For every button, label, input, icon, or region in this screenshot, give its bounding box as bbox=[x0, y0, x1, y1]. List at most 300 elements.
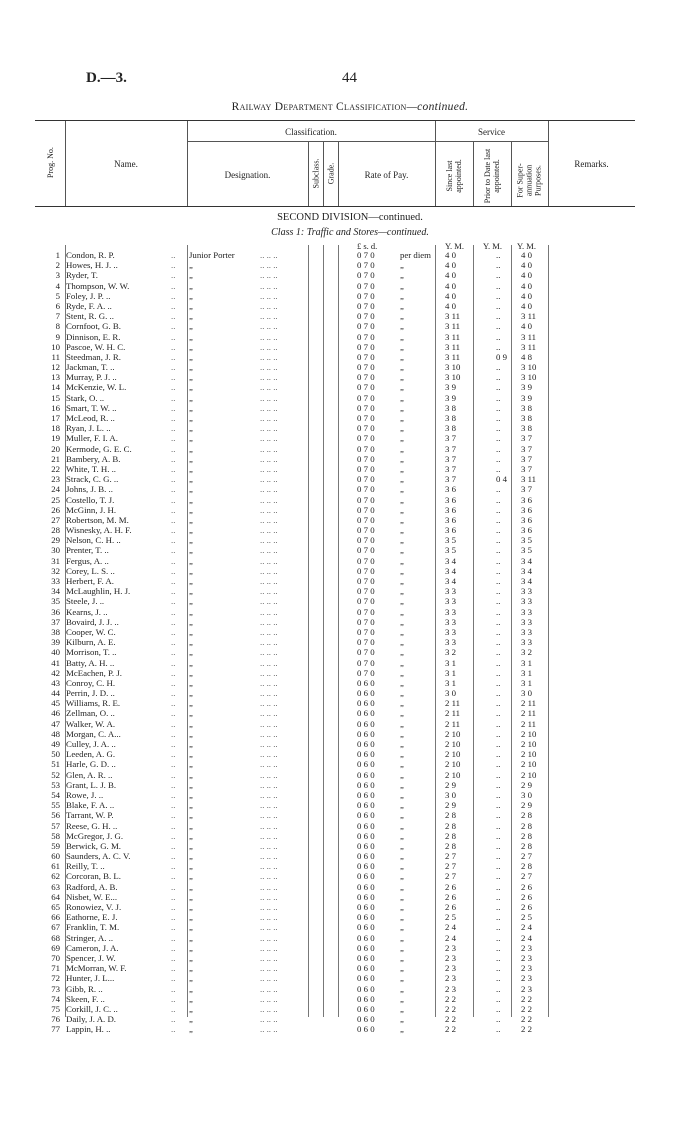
row-prior-service: .. bbox=[496, 586, 501, 597]
row-number: 25 bbox=[51, 494, 60, 505]
row-superannuation: 2 10 bbox=[521, 728, 537, 739]
leader-dots: .. bbox=[171, 331, 176, 342]
leader-dots: .. .. .. bbox=[260, 443, 278, 454]
leader-dots: .. bbox=[171, 840, 176, 851]
row-designation: „ bbox=[189, 606, 193, 617]
row-prior-service: .. bbox=[496, 545, 501, 556]
row-name: Prenter, T. .. bbox=[66, 545, 109, 556]
row-number: 10 bbox=[51, 341, 60, 352]
row-rate: 0 7 0 bbox=[357, 392, 375, 403]
table-row bbox=[35, 810, 635, 820]
row-superannuation: 2 4 bbox=[521, 932, 532, 943]
row-number: 15 bbox=[51, 392, 60, 403]
row-rate-unit: „ bbox=[400, 637, 404, 648]
row-designation: „ bbox=[189, 463, 193, 474]
table-row bbox=[35, 260, 635, 270]
leader-dots: .. bbox=[171, 576, 176, 586]
leader-dots: .. .. .. bbox=[260, 728, 278, 739]
row-rate: 0 7 0 bbox=[357, 260, 375, 271]
table-row bbox=[35, 525, 635, 535]
row-since-appointed: 3 0 bbox=[445, 789, 456, 800]
row-superannuation: 3 1 bbox=[521, 667, 532, 678]
row-designation: „ bbox=[189, 443, 193, 454]
row-rate-unit: „ bbox=[400, 952, 404, 963]
table-row bbox=[35, 382, 635, 392]
row-rate: 0 6 0 bbox=[357, 881, 375, 892]
row-designation: „ bbox=[189, 963, 193, 974]
row-rate: 0 6 0 bbox=[357, 728, 375, 739]
row-rate-unit: „ bbox=[400, 474, 404, 485]
row-rate: 0 7 0 bbox=[357, 545, 375, 556]
row-designation: „ bbox=[189, 891, 193, 902]
leader-dots: .. .. .. bbox=[260, 280, 278, 291]
table-body bbox=[35, 250, 635, 1034]
row-since-appointed: 3 6 bbox=[445, 525, 456, 536]
row-rate: 0 6 0 bbox=[357, 779, 375, 790]
row-since-appointed: 2 3 bbox=[445, 963, 456, 974]
leader-dots: .. bbox=[171, 616, 176, 627]
row-rate-unit: „ bbox=[400, 402, 404, 413]
table-row bbox=[35, 708, 635, 718]
leader-dots: .. .. .. bbox=[260, 871, 278, 882]
row-name: Kearns, J. .. bbox=[66, 606, 108, 617]
row-prior-service: .. bbox=[496, 667, 501, 678]
row-name: McEachen, P. J. bbox=[66, 667, 122, 678]
row-since-appointed: 3 11 bbox=[445, 321, 461, 332]
row-prior-service: .. bbox=[496, 402, 501, 413]
row-name: Johns, J. B. .. bbox=[66, 484, 113, 495]
leader-dots: .. .. .. bbox=[260, 555, 278, 566]
row-name: Zellman, O. .. bbox=[66, 708, 115, 719]
row-prior-service: .. bbox=[496, 810, 501, 821]
col-classification: Classification. bbox=[285, 127, 337, 137]
table-row bbox=[35, 698, 635, 708]
row-prior-service: .. bbox=[496, 280, 501, 291]
table-row bbox=[35, 301, 635, 311]
row-rate: 0 7 0 bbox=[357, 372, 375, 383]
row-rate: 0 7 0 bbox=[357, 280, 375, 291]
row-name: Stark, O. .. bbox=[66, 392, 105, 403]
row-designation: „ bbox=[189, 657, 193, 668]
row-name: Nelson, C. H. .. bbox=[66, 535, 121, 546]
row-since-appointed: 4 0 bbox=[445, 300, 456, 311]
row-since-appointed: 3 9 bbox=[445, 392, 456, 403]
leader-dots: .. bbox=[171, 973, 176, 984]
leader-dots: .. .. .. bbox=[260, 891, 278, 902]
row-rate-unit: „ bbox=[400, 341, 404, 352]
row-prior-service: .. bbox=[496, 851, 501, 862]
row-rate-unit: „ bbox=[400, 606, 404, 617]
row-rate-unit: „ bbox=[400, 647, 404, 658]
row-rate: 0 6 0 bbox=[357, 1003, 375, 1014]
row-superannuation: 4 0 bbox=[521, 280, 532, 291]
row-superannuation: 2 8 bbox=[521, 810, 532, 821]
row-superannuation: 3 7 bbox=[521, 443, 532, 454]
row-name: McKenzie, W. L. bbox=[66, 382, 127, 393]
table-row bbox=[35, 729, 635, 739]
row-designation: „ bbox=[189, 504, 193, 515]
row-designation: „ bbox=[189, 840, 193, 851]
row-since-appointed: 3 6 bbox=[445, 504, 456, 515]
row-rate-unit: „ bbox=[400, 922, 404, 933]
row-rate-unit: „ bbox=[400, 494, 404, 505]
row-name: Ryde, F. A. .. bbox=[66, 300, 112, 311]
leader-dots: .. bbox=[171, 698, 176, 709]
row-number: 48 bbox=[51, 728, 60, 739]
row-rate-unit: „ bbox=[400, 779, 404, 790]
row-number: 22 bbox=[51, 463, 60, 474]
row-prior-service: .. bbox=[496, 942, 501, 953]
row-since-appointed: 2 9 bbox=[445, 779, 456, 790]
row-number: 5 bbox=[55, 290, 60, 301]
table-row bbox=[35, 953, 635, 963]
row-rate-unit: „ bbox=[400, 413, 404, 423]
row-rate: 0 7 0 bbox=[357, 433, 375, 444]
row-rate: 0 6 0 bbox=[357, 840, 375, 851]
row-rate: 0 6 0 bbox=[357, 973, 375, 984]
col-grade: Grade. bbox=[326, 162, 336, 185]
leader-dots: .. .. .. bbox=[260, 1014, 278, 1025]
row-prior-service: .. bbox=[496, 514, 501, 525]
row-since-appointed: 2 10 bbox=[445, 769, 461, 780]
leader-dots: .. bbox=[171, 759, 176, 770]
row-name: McLaughlin, H. J. bbox=[66, 586, 131, 597]
row-rate: 0 6 0 bbox=[357, 810, 375, 821]
row-superannuation: 2 8 bbox=[521, 861, 532, 872]
row-number: 41 bbox=[51, 657, 60, 668]
row-name: Morrison, T. .. bbox=[66, 647, 117, 658]
leader-dots: .. .. .. bbox=[260, 912, 278, 923]
row-since-appointed: 3 3 bbox=[445, 596, 456, 607]
row-since-appointed: 2 10 bbox=[445, 749, 461, 760]
row-rate-unit: „ bbox=[400, 1014, 404, 1025]
leader-dots: .. .. .. bbox=[260, 290, 278, 301]
leader-dots: .. bbox=[171, 504, 176, 515]
table-row bbox=[35, 484, 635, 494]
row-superannuation: 2 2 bbox=[521, 1003, 532, 1014]
row-rate: 0 7 0 bbox=[357, 270, 375, 281]
leader-dots: .. bbox=[171, 474, 176, 485]
row-since-appointed: 2 3 bbox=[445, 983, 456, 994]
row-name: Reilly, T. .. bbox=[66, 861, 105, 872]
leader-dots: .. bbox=[171, 1003, 176, 1014]
row-number: 69 bbox=[51, 942, 60, 953]
row-number: 64 bbox=[51, 891, 60, 902]
table-row bbox=[35, 647, 635, 657]
row-rate: 0 7 0 bbox=[357, 637, 375, 648]
row-number: 19 bbox=[51, 433, 60, 444]
row-designation: „ bbox=[189, 494, 193, 505]
leader-dots: .. bbox=[171, 637, 176, 648]
row-superannuation: 2 9 bbox=[521, 800, 532, 811]
row-name: Daily, J. A. D. bbox=[66, 1014, 117, 1025]
row-number: 14 bbox=[51, 382, 60, 393]
row-prior-service: .. bbox=[496, 708, 501, 719]
row-designation: „ bbox=[189, 800, 193, 811]
leader-dots: .. .. .. bbox=[260, 260, 278, 271]
row-since-appointed: 3 6 bbox=[445, 484, 456, 495]
table-row bbox=[35, 637, 635, 647]
row-rate-unit: „ bbox=[400, 769, 404, 780]
row-prior-service: .. bbox=[496, 871, 501, 882]
row-designation: „ bbox=[189, 545, 193, 556]
row-designation: „ bbox=[189, 983, 193, 994]
table-row bbox=[35, 566, 635, 576]
row-superannuation: 2 11 bbox=[521, 708, 537, 719]
row-number: 74 bbox=[51, 993, 60, 1004]
row-designation: „ bbox=[189, 861, 193, 872]
row-designation: „ bbox=[189, 902, 193, 912]
row-rate: 0 7 0 bbox=[357, 413, 375, 423]
row-prior-service: .. bbox=[496, 525, 501, 536]
row-designation: „ bbox=[189, 932, 193, 943]
row-number: 1 bbox=[55, 250, 60, 260]
row-rate: 0 6 0 bbox=[357, 891, 375, 902]
row-prior-service: 0 9 bbox=[496, 351, 507, 362]
table-row bbox=[35, 433, 635, 443]
row-number: 6 bbox=[55, 300, 60, 311]
row-since-appointed: 3 11 bbox=[445, 351, 461, 362]
row-designation: „ bbox=[189, 514, 193, 525]
row-superannuation: 2 8 bbox=[521, 820, 532, 831]
leader-dots: .. bbox=[171, 433, 176, 444]
table-row bbox=[35, 973, 635, 983]
row-name: Hunter, J. L... bbox=[66, 973, 115, 984]
table-row bbox=[35, 719, 635, 729]
row-designation: „ bbox=[189, 555, 193, 566]
table-row bbox=[35, 770, 635, 780]
row-name: Cameron, J. A. bbox=[66, 942, 119, 953]
row-name: Walker, W. A. bbox=[66, 718, 116, 729]
row-prior-service: .. bbox=[496, 881, 501, 892]
row-prior-service: .. bbox=[496, 270, 501, 281]
row-designation: „ bbox=[189, 871, 193, 882]
row-number: 71 bbox=[51, 963, 60, 974]
row-rate: 0 7 0 bbox=[357, 504, 375, 515]
row-superannuation: 2 6 bbox=[521, 902, 532, 912]
row-rate-unit: „ bbox=[400, 759, 404, 770]
row-since-appointed: 3 5 bbox=[445, 535, 456, 546]
row-designation: „ bbox=[189, 362, 193, 373]
row-name: Thompson, W. W. bbox=[66, 280, 130, 291]
row-since-appointed: 2 3 bbox=[445, 942, 456, 953]
row-name: Bambery, A. B. bbox=[66, 453, 121, 464]
row-prior-service: .. bbox=[496, 728, 501, 739]
row-prior-service: .. bbox=[496, 423, 501, 434]
leader-dots: .. bbox=[171, 555, 176, 566]
row-rate-unit: „ bbox=[400, 362, 404, 373]
leader-dots: .. .. .. bbox=[260, 413, 278, 423]
leader-dots: .. .. .. bbox=[260, 372, 278, 383]
leader-dots: .. .. .. bbox=[260, 993, 278, 1004]
row-number: 57 bbox=[51, 820, 60, 831]
leader-dots: .. bbox=[171, 810, 176, 821]
row-rate: 0 7 0 bbox=[357, 290, 375, 301]
table-row bbox=[35, 749, 635, 759]
row-designation: „ bbox=[189, 881, 193, 892]
row-rate-unit: „ bbox=[400, 810, 404, 821]
row-number: 73 bbox=[51, 983, 60, 994]
col-prog-no: Prog. No. bbox=[46, 147, 55, 178]
row-number: 43 bbox=[51, 677, 60, 688]
row-prior-service: .. bbox=[496, 413, 501, 423]
row-superannuation: 4 0 bbox=[521, 270, 532, 281]
leader-dots: .. bbox=[171, 728, 176, 739]
leader-dots: .. bbox=[171, 535, 176, 546]
row-since-appointed: 2 3 bbox=[445, 973, 456, 984]
row-superannuation: 2 7 bbox=[521, 851, 532, 862]
table-row bbox=[35, 994, 635, 1004]
row-designation: Junior Porter bbox=[189, 250, 235, 260]
row-superannuation: 3 3 bbox=[521, 616, 532, 627]
row-superannuation: 3 6 bbox=[521, 494, 532, 505]
leader-dots: .. .. .. bbox=[260, 474, 278, 485]
row-designation: „ bbox=[189, 779, 193, 790]
row-prior-service: .. bbox=[496, 993, 501, 1004]
leader-dots: .. .. .. bbox=[260, 586, 278, 597]
row-rate: 0 6 0 bbox=[357, 851, 375, 862]
row-rate: 0 6 0 bbox=[357, 922, 375, 933]
row-name: Kermode, G. E. C. bbox=[66, 443, 132, 454]
row-since-appointed: 2 4 bbox=[445, 922, 456, 933]
row-since-appointed: 2 2 bbox=[445, 993, 456, 1004]
row-designation: „ bbox=[189, 973, 193, 984]
row-rate-unit: „ bbox=[400, 443, 404, 454]
row-number: 42 bbox=[51, 667, 60, 678]
leader-dots: .. bbox=[171, 657, 176, 668]
table-row bbox=[35, 464, 635, 474]
table-row bbox=[35, 291, 635, 301]
row-name: White, T. H. .. bbox=[66, 463, 117, 474]
row-rate-unit: „ bbox=[400, 525, 404, 536]
row-rate-unit: „ bbox=[400, 270, 404, 281]
row-rate-unit: „ bbox=[400, 708, 404, 719]
row-since-appointed: 2 6 bbox=[445, 902, 456, 912]
row-prior-service: .. bbox=[496, 932, 501, 943]
row-rate-unit: „ bbox=[400, 657, 404, 668]
leader-dots: .. bbox=[171, 626, 176, 637]
row-name: Steedman, J. R. bbox=[66, 351, 121, 362]
table-row bbox=[35, 800, 635, 810]
row-since-appointed: 3 7 bbox=[445, 453, 456, 464]
row-superannuation: 2 4 bbox=[521, 922, 532, 933]
row-rate: 0 7 0 bbox=[357, 351, 375, 362]
row-designation: „ bbox=[189, 912, 193, 923]
row-designation: „ bbox=[189, 423, 193, 434]
row-rate: 0 7 0 bbox=[357, 474, 375, 485]
leader-dots: .. bbox=[171, 402, 176, 413]
row-name: Saunders, A. C. V. bbox=[66, 851, 131, 862]
row-since-appointed: 4 0 bbox=[445, 290, 456, 301]
leader-dots: .. .. .. bbox=[260, 576, 278, 586]
row-designation: „ bbox=[189, 1003, 193, 1014]
row-superannuation: 3 5 bbox=[521, 535, 532, 546]
row-number: 63 bbox=[51, 881, 60, 892]
title-continued: —continued. bbox=[406, 101, 469, 113]
leader-dots: .. bbox=[171, 311, 176, 322]
row-prior-service: .. bbox=[496, 688, 501, 699]
row-designation: „ bbox=[189, 321, 193, 332]
row-superannuation: 3 6 bbox=[521, 514, 532, 525]
row-designation: „ bbox=[189, 698, 193, 709]
row-superannuation: 2 5 bbox=[521, 912, 532, 923]
row-rate: 0 7 0 bbox=[357, 362, 375, 373]
leader-dots: .. bbox=[171, 1024, 176, 1035]
row-rate-unit: „ bbox=[400, 535, 404, 546]
leader-dots: .. bbox=[171, 749, 176, 760]
row-name: McGregor, J. G. bbox=[66, 830, 124, 841]
row-rate: 0 6 0 bbox=[357, 708, 375, 719]
row-rate-unit: „ bbox=[400, 596, 404, 607]
row-since-appointed: 3 0 bbox=[445, 688, 456, 699]
row-prior-service: .. bbox=[496, 463, 501, 474]
table-row bbox=[35, 871, 635, 881]
row-superannuation: 4 0 bbox=[521, 250, 532, 260]
table-row bbox=[35, 474, 635, 484]
leader-dots: .. bbox=[171, 881, 176, 892]
leader-dots: .. .. .. bbox=[260, 382, 278, 393]
row-name: Rowe, J. .. bbox=[66, 789, 104, 800]
unit-rate: £ s. d. bbox=[357, 241, 378, 251]
row-designation: „ bbox=[189, 708, 193, 719]
row-since-appointed: 3 7 bbox=[445, 463, 456, 474]
table-row bbox=[35, 321, 635, 331]
row-rate-unit: „ bbox=[400, 545, 404, 556]
leader-dots: .. .. .. bbox=[260, 840, 278, 851]
row-prior-service: .. bbox=[496, 362, 501, 373]
leader-dots: .. .. .. bbox=[260, 688, 278, 699]
row-number: 45 bbox=[51, 698, 60, 709]
row-prior-service: .. bbox=[496, 250, 501, 260]
table-row bbox=[35, 535, 635, 545]
table-header bbox=[35, 120, 635, 207]
leader-dots: .. .. .. bbox=[260, 331, 278, 342]
leader-dots: .. bbox=[171, 362, 176, 373]
row-name: Perrin, J. D. .. bbox=[66, 688, 115, 699]
row-superannuation: 3 11 bbox=[521, 331, 537, 342]
table-row bbox=[35, 688, 635, 698]
row-designation: „ bbox=[189, 749, 193, 760]
row-rate-unit: „ bbox=[400, 382, 404, 393]
row-designation: „ bbox=[189, 616, 193, 627]
leader-dots: .. .. .. bbox=[260, 810, 278, 821]
row-number: 72 bbox=[51, 973, 60, 984]
row-rate-unit: „ bbox=[400, 260, 404, 271]
row-rate-unit: „ bbox=[400, 830, 404, 841]
leader-dots: .. bbox=[171, 392, 176, 403]
row-prior-service: .. bbox=[496, 626, 501, 637]
row-rate-unit: „ bbox=[400, 983, 404, 994]
table-row bbox=[35, 515, 635, 525]
leader-dots: .. bbox=[171, 983, 176, 994]
leader-dots: .. bbox=[171, 830, 176, 841]
row-prior-service: .. bbox=[496, 1024, 501, 1035]
row-rate: 0 7 0 bbox=[357, 341, 375, 352]
col-since: Since last appointed. bbox=[445, 159, 463, 193]
leader-dots: .. .. .. bbox=[260, 922, 278, 933]
leader-dots: .. .. .. bbox=[260, 1024, 278, 1035]
row-rate-unit: „ bbox=[400, 484, 404, 495]
row-since-appointed: 2 9 bbox=[445, 800, 456, 811]
leader-dots: .. bbox=[171, 952, 176, 963]
leader-dots: .. .. .. bbox=[260, 311, 278, 322]
row-since-appointed: 2 11 bbox=[445, 698, 461, 709]
row-designation: „ bbox=[189, 311, 193, 322]
row-prior-service: .. bbox=[496, 341, 501, 352]
leader-dots: .. .. .. bbox=[260, 677, 278, 688]
row-name: Ryder, T. bbox=[66, 270, 98, 281]
leader-dots: .. bbox=[171, 280, 176, 291]
